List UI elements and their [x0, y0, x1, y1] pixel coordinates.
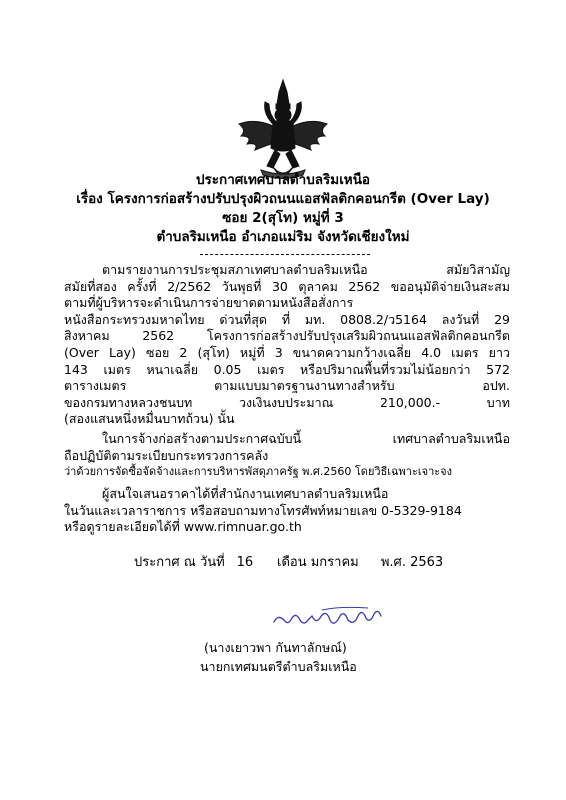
garuda-emblem-icon [233, 78, 333, 183]
announcement-title: ประกาศเทศบาลตำบลริมเหนือ [195, 172, 371, 188]
paragraph-line: ผู้สนใจเสนอราคาได้ที่สำนักงานเทศบาลตำบลริมเหนือ [102, 486, 389, 501]
paragraph-line: หนังสือกระทรวงมหาดไทย ด่วนที่สุด ที่ มท. 0808.2/ว5164 ลงวันที่ 29 [64, 311, 510, 327]
date-month: เดือน มกราคม [277, 555, 359, 570]
announcement-subject: เรื่อง โครงการก่อสร้างปรับปรุงผิวถนนแอสฟัลติกคอนกรีต (Over Lay) [76, 191, 490, 207]
date-year: พ.ศ. 2563 [380, 555, 444, 570]
announcement-location-line2: ตำบลริมเหนือ อำเภอแม่ริม จังหวัดเชียงใหม่ [156, 229, 410, 245]
date-prefix: ประกาศ ณ วันที่ [134, 555, 225, 570]
paragraph-line: (สองแสนหนึ่งหมื่นบาทถ้วน) นั้น [64, 411, 235, 427]
signature-icon [270, 602, 385, 632]
date-day: 16 [236, 555, 254, 570]
paragraph-procurement-rules [64, 431, 510, 481]
paragraph-line: หรือดูรายละเอียดได้ที่ www.rimnuar.go.th [64, 519, 302, 535]
paragraph-line: สิงหาคม 2562 โครงการก่อสร้างปรับปรุงเสริมผิวถนนแอสฟัลติกคอนกรีต [64, 328, 510, 344]
signatory-position: นายกเทศมนตรีตำบลริมเหนือ [200, 659, 357, 674]
paragraph-line: ในวันและเวลาราชการ หรือสอบถามทางโทรศัพท์หมายเลข 0-5329-9184 [64, 502, 462, 518]
paragraph-line: (Over Lay) ซอย 2 (สุโท) หมู่ที่ 3 ขนาดความกว้างเฉลี่ย 4.0 เมตร ยาว [64, 344, 510, 360]
paragraph-line: ตามรายงานการประชุมสภาเทศบาลตำบลริมเหนือ สมัยวิสามัญ [102, 262, 510, 277]
paragraph-line: ว่าด้วยการจัดซื้อจัดจ้างและการบริหารพัสดุภาครัฐ พ.ศ.2560 โดยวิธีเฉพาะเจาะจง [64, 465, 452, 479]
paragraph-contact-info [64, 486, 510, 536]
paragraph-line: 143 เมตร หนาเฉลี่ย 0.05 เมตร หรือปริมาณพื้นที่รวมไม่น้อยกว่า 572 [64, 361, 510, 377]
paragraph-meeting-report [64, 262, 510, 428]
announcement-date [134, 551, 443, 572]
paragraph-line: ของกรมทางหลวงชนบท วงเงินงบประมาณ 210,000.- บาท [64, 394, 510, 410]
announcement-location-line1: ซอย 2(สุโท) หมู่ที่ 3 [222, 210, 344, 226]
paragraph-line: ตารางเมตร ตามแบบมาตรฐานงานทางสำหรับ อปท. [64, 378, 510, 394]
paragraph-line: สมัยที่สอง ครั้งที่ 2/2562 วันพุธที่ 30 ตุลาคม 2562 ขออนุมัติจ่ายเงินสะสม [64, 278, 510, 294]
heading-divider [200, 254, 370, 255]
paragraph-line: ถือปฏิบัติตามระเบียบกระทรวงการคลัง [64, 447, 269, 463]
paragraph-line: ในการจ้างก่อสร้างตามประกาศฉบับนี้ เทศบาลตำบลริมเหนือ [102, 431, 510, 446]
paragraph-line: ตามที่ผู้บริหารจะดำเนินการจ่ายขาดตามหนังสือสั่งการ [64, 295, 354, 311]
signatory-name: (นางเยาวพา กันทาลักษณ์) [204, 640, 347, 655]
